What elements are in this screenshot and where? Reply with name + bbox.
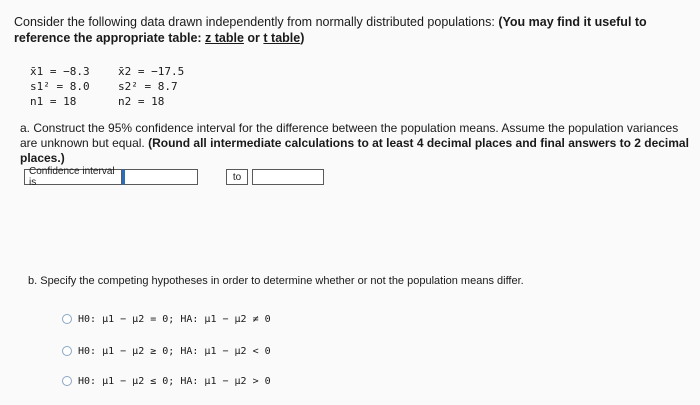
hypothesis-text: H0: μ1 − μ2 ≤ 0; HA: μ1 − μ2 > 0 [78, 375, 271, 387]
stat-n1: n1 = 18 [30, 95, 77, 108]
question-prompt [14, 14, 690, 46]
part-a-question [20, 121, 692, 166]
prompt-close: ) [300, 31, 305, 45]
stat-x1: x̄1 = −8.3 [30, 65, 90, 78]
radio-button[interactable] [62, 346, 72, 356]
stat-s1: s1² = 8.0 [30, 80, 90, 93]
t-table-link[interactable]: t table [263, 31, 301, 45]
part-b-question: b. Specify the competing hypotheses in order to determine whether or not the population means differ. [28, 275, 524, 287]
hypothesis-option-3[interactable] [62, 374, 271, 388]
radio-button[interactable] [62, 314, 72, 324]
prompt-text: Consider the following data drawn independently from normally distributed populations: [14, 15, 499, 29]
prompt-bold: (You may find it useful to reference the appropriate table: [14, 15, 647, 45]
sample-2-stats [118, 64, 184, 109]
stat-s2: s2² = 8.7 [118, 80, 178, 93]
stat-n2: n2 = 18 [118, 95, 165, 108]
prompt-or: or [243, 31, 264, 45]
hypothesis-option-2[interactable] [62, 344, 271, 358]
stat-x2: x̄2 = −17.5 [118, 65, 185, 78]
ci-upper-input[interactable] [252, 169, 324, 185]
hypothesis-option-1[interactable] [62, 312, 271, 326]
ci-lower-input[interactable] [122, 169, 198, 185]
ci-to-label: to [226, 169, 248, 185]
hypothesis-text: H0: μ1 − μ2 = 0; HA: μ1 − μ2 ≠ 0 [78, 313, 271, 325]
confidence-interval-row [24, 168, 324, 186]
radio-button[interactable] [62, 376, 72, 386]
part-a-bold: (Round all intermediate calculations to at least 4 decimal places and final answers to 2 decimal places.) [20, 136, 689, 165]
hypothesis-text: H0: μ1 − μ2 ≥ 0; HA: μ1 − μ2 < 0 [78, 345, 271, 357]
part-a-text: a. Construct the 95% confidence interval for the difference between the population means. Assume the population variances are unknown but equal. [20, 121, 679, 150]
ci-label: Confidence interval is [24, 169, 122, 185]
sample-1-stats [30, 64, 90, 109]
z-table-link[interactable]: z table [205, 31, 244, 45]
